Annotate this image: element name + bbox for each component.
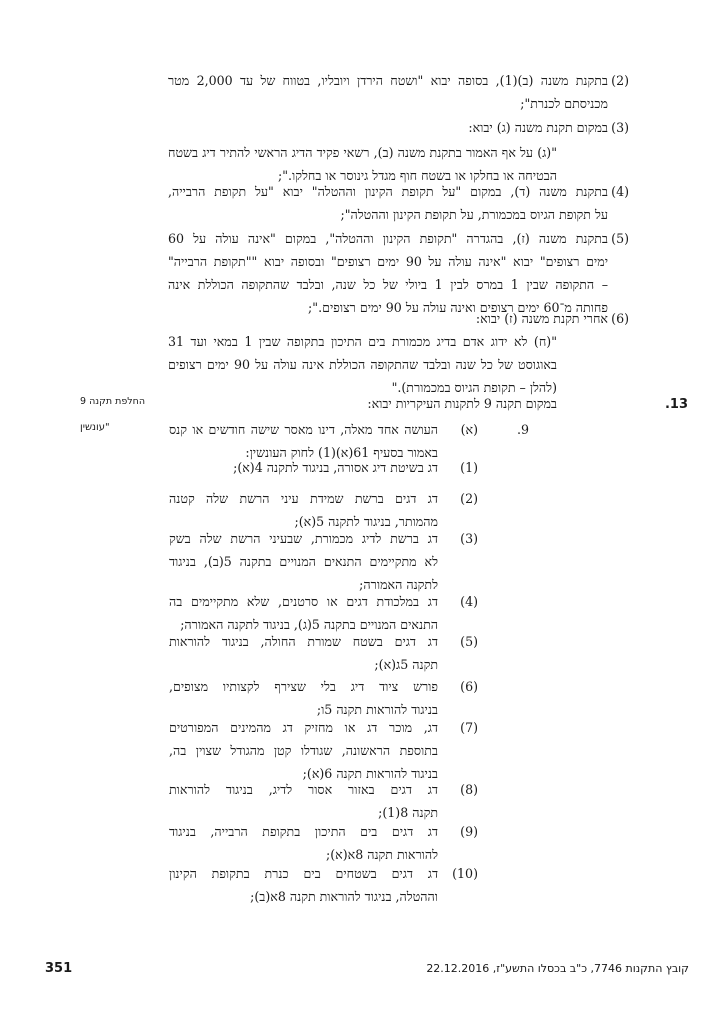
amendment-text	[168, 330, 557, 399]
text-line: דג דגים באזור אסור לדיג, בניגוד להוראות	[169, 782, 438, 797]
text-line: בתקנת משנה (ז), בהגדרה "תקופת הקינון וההטלה", במקום "אינה עולה על 60	[168, 231, 608, 246]
amendment-number: (3)	[611, 120, 629, 135]
amendment-text	[168, 180, 608, 226]
text-line: דג במלכודת דגים או סרטנים, שלא מתקיימים בה	[169, 594, 438, 609]
text-line: בניגוד להוראות תקנה 6(א);	[302, 766, 438, 781]
penalty-item-text	[169, 820, 438, 866]
footer-publication: קובץ התקנות 7746, כ"ב בכסלו התשע"ז, 22.12.2016	[426, 962, 689, 975]
text-line: מכניסתם לכנרת";	[520, 96, 608, 111]
reg9-intro: העושה אחד מאלה, דינו מאסר שישה חודשים או קנס באמור בסעיף 61(א)(1) לחוק העונשין:	[169, 422, 438, 460]
text-line: התנאים המנויים בתקנה 5(ג), בניגוד לתקנה האמורה;	[180, 617, 438, 632]
text-line: הבטיחה או בחלקו או בשטח חוף מגדל גינוסר או בחלקו.";	[277, 168, 557, 183]
amendment-number: (6)	[611, 311, 629, 326]
amendment-text	[168, 116, 608, 139]
penalty-item-number: (5)	[460, 634, 478, 649]
text-line: תקנה 5ג(א);	[374, 657, 438, 672]
page-number: 351	[45, 961, 73, 976]
text-line: תקנה 8(1);	[378, 805, 438, 820]
penalty-item-number: (7)	[460, 720, 478, 735]
section-13-text: במקום תקנה 9 לתקנות העיקריות יבוא:	[367, 396, 557, 411]
text-line: בניגוד להוראות תקנה 5ו;	[316, 702, 438, 717]
penalty-item-number: (8)	[460, 782, 478, 797]
amendment-text	[168, 227, 608, 319]
penalty-item-number: (6)	[460, 679, 478, 694]
reg9-sidenote: "עונשין	[80, 422, 110, 433]
text-line: ימים רצופים" יבוא "אינה עולה על 90 ימים רצופים" ובסופה יבוא ""תקופת הרבייה"	[168, 254, 609, 269]
amendment-number: (5)	[611, 231, 629, 246]
text-line: דג דגים בשטחים בים כנרת בתקופת הקינון	[169, 866, 438, 881]
text-line: על תקופת הגיוס במכמורת, על תקופת הקינון וההטלה";	[340, 207, 608, 222]
text-line: דג דגים ברשת שמידת עיני הרשת שלה קטנה	[169, 491, 438, 506]
section-13-sidenote: החלפת תקנה 9	[80, 396, 146, 407]
text-line: דג ברשת לדיג מכמורת, שבעיני הרשת שלה בשק	[169, 531, 438, 546]
reg9-number: 9.	[516, 422, 529, 437]
text-line: בתקנת משנה (ב)(1), בסופה יבוא "ושטח הירדן ויובליו, בטווח של עד 2,000 מטר	[168, 73, 609, 88]
penalty-item-text	[169, 630, 438, 676]
penalty-item-text	[169, 862, 438, 908]
amendment-number: (2)	[611, 73, 629, 88]
penalty-item-number: (10)	[452, 866, 478, 881]
text-line: "(ג) על אף האמור בתקנת משנה (ב), רשאי פקיד הדיג הראשי להתיר דיג בשטח	[168, 145, 557, 160]
text-line: דג, מוכר דג או מחזיק דג מהמינים המפורטים	[169, 720, 438, 735]
text-line: באוגוסט של כל שנה ובלבד שהתקופה הכוללת אינה עולה על 90 ימים רצופים	[168, 357, 557, 372]
penalty-item-text	[169, 527, 438, 596]
penalty-item-number: (1)	[460, 460, 478, 475]
penalty-item-number: (9)	[460, 824, 478, 839]
penalty-item-text	[169, 675, 438, 721]
amendment-number: (4)	[611, 184, 629, 199]
text-line: דג דגים בים התיכון בתקופת הרבייה, בניגוד	[169, 824, 438, 839]
text-line: – התקופה שבין 1 במרס לבין 1 ביולי של כל שנה, ובלבד שהתקופה הכוללת אינה	[168, 277, 608, 292]
penalty-item-text	[169, 716, 438, 785]
penalty-item-number: (2)	[460, 491, 478, 506]
penalty-item-number: (4)	[460, 594, 478, 609]
text-line: פורש ציוד דיג בלי שצירף לקצותיו מצופים,	[169, 679, 438, 694]
penalty-item-text	[169, 456, 438, 479]
amendment-text	[168, 307, 608, 330]
text-line: לתקנה האמורה;	[359, 577, 438, 592]
text-line: וההטלה, בניגוד להוראות תקנה 8א(ב);	[250, 889, 438, 904]
text-line: בתוספת הראשונה, שגודלו קטן מהגודל שצוין בה,	[169, 743, 438, 758]
text-line: להוראות תקנה 8א(א);	[326, 847, 438, 862]
penalty-item-text	[169, 778, 438, 824]
text-line: במקום תקנת משנה (ג) יבוא:	[468, 120, 608, 135]
reg9-sub-a: (א)	[460, 422, 478, 437]
amendment-text	[168, 69, 608, 115]
text-line: דג בשיטת דיג אסורה, בניגוד לתקנה 4(א);	[233, 460, 438, 475]
text-line: אחרי תקנת משנה (ז) יבוא:	[475, 311, 608, 326]
text-line: לא מתקיימים התנאים המנויים בתקנה 5(ב), בניגוד	[169, 554, 438, 569]
text-line: (להלן – תקופת הגיוס במכמורת)."	[391, 380, 557, 395]
text-line: פחותה מ־60 ימים רצופים ואינה עולה על 90 ימים רצופים.";	[308, 300, 608, 315]
text-line: מהמותר, בניגוד לתקנה 5(א);	[294, 514, 438, 529]
penalty-item-number: (3)	[460, 531, 478, 546]
section-13-number: .13	[664, 397, 688, 412]
text-line: בתקנת משנה (ד), במקום "על תקופת הקינון וההטלה" יבוא "על תקופת הרבייה,	[168, 184, 608, 199]
text-line: דג דגים בשטח שמורת החולה, בניגוד להוראות	[169, 634, 438, 649]
text-line: "(ח) לא ידוג אדם בדיג מכמורת בים התיכון בתקופה שבין 1 במאי ועד 31	[168, 334, 558, 349]
